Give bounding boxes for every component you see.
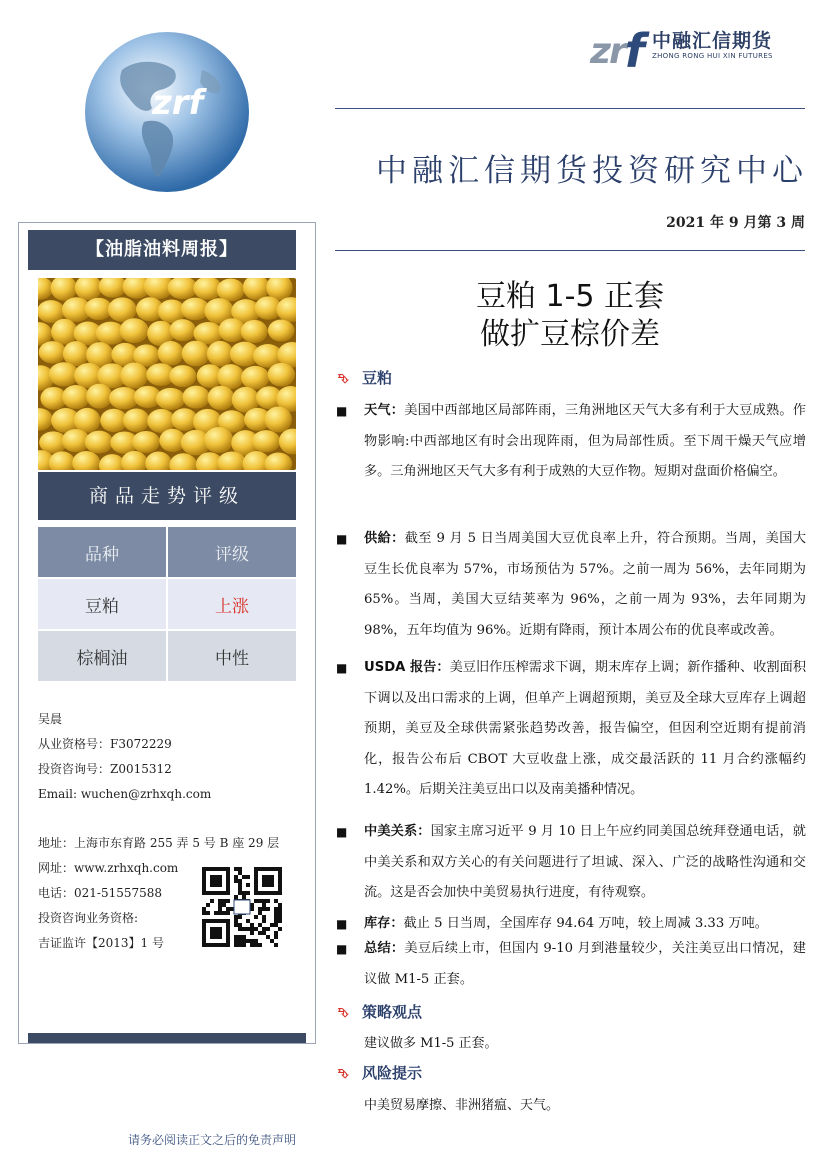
header-rating: 评级	[168, 527, 296, 577]
report-week: 2021 年 9 月第 3 周	[666, 215, 805, 231]
item-label: 中美关系：	[364, 824, 431, 839]
header-divider-top	[335, 108, 805, 109]
soybean-shape	[74, 408, 101, 433]
list-item	[336, 653, 806, 806]
item-label: 天气：	[364, 403, 405, 418]
item-text: 美豆后续上市，但国内 9-10 月到港量较少，关注美豆出口情况，建议做 M1-5 正套。	[364, 941, 806, 987]
trend-rating-title: 商品走势评级	[38, 472, 296, 520]
soybean-shape	[265, 406, 292, 432]
consult-number: 投资咨询号：Z0015312	[38, 762, 172, 776]
section-soymeal	[338, 367, 392, 388]
globe-mark: zrf	[152, 83, 204, 123]
risk-text: 中美贸易摩擦、非洲猪瘟、天气。	[364, 1098, 560, 1113]
item-label: 总结：	[364, 941, 405, 956]
item-text: 国家主席习近平 9 月 10 日上午应约同美国总统拜登通电话，就中美关系和双方关心的有关问题进行了坦诚、深入、广泛的战略性沟通和交流。这是否会加快中美贸易执行进度，有待观察。	[364, 824, 806, 901]
soybean-shape	[169, 365, 196, 387]
item-text: 截止 5 日当周，全国库存 94.64 万吨，较上周减 3.33 万吨。	[403, 916, 768, 931]
item-label: 库存：	[364, 916, 404, 931]
disclaimer-note: 请务必阅读正文之后的免责声明	[128, 1133, 297, 1147]
logo-english-name: ZHONG RONG HUI XIN FUTURES	[652, 52, 773, 60]
soybean-photo	[38, 278, 296, 470]
approval-number: 吉证监许【2013】1 号	[38, 936, 164, 950]
square-bullet-icon: ■	[336, 942, 348, 956]
soybean-shape	[156, 388, 185, 410]
list-item	[336, 817, 806, 909]
soybean-shape	[39, 341, 67, 363]
soybean-shape	[217, 278, 245, 301]
table-row	[38, 579, 296, 629]
soybean-shape	[108, 297, 137, 322]
soybean-shape	[182, 386, 209, 409]
item-text: 美国中西部地区局部阵雨，三角洲地区天气大多有利于大豆成熟。作物影响:中西部地区有时会出现阵雨，但为局部性质。至下周干燥天气应增多。三角洲地区天气大多有利于成熟的大豆作物。短期对盘面价格偏空。	[364, 403, 806, 480]
soybean-shape	[241, 320, 268, 343]
square-bullet-icon: ■	[336, 825, 348, 839]
company-address: 地址：上海市东育路 255 弄 5 号 B 座 29 层	[38, 836, 280, 850]
header-divider-bottom	[335, 250, 805, 251]
section-soymeal-label: 豆粕	[362, 369, 393, 387]
rating-table	[38, 527, 296, 683]
rating-cell: 中性	[168, 631, 296, 681]
soybean-shape	[63, 341, 89, 366]
logo-chinese-name: 中融汇信期货	[652, 30, 773, 52]
soybean-shape	[241, 366, 269, 390]
qualification-label: 投资咨询业务资格:	[38, 911, 139, 925]
section-arrow-icon: ⮷	[338, 1067, 349, 1082]
strategy-text: 建议做多 M1-5 正套。	[364, 1036, 498, 1051]
rating-cell: 上涨	[168, 579, 296, 629]
soybean-shape	[252, 430, 280, 452]
section-strategy	[338, 1001, 422, 1022]
report-title-line2: 做扩豆棕价差	[480, 317, 660, 352]
section-strategy-label: 策略观点	[362, 1003, 423, 1021]
table-row	[38, 631, 296, 681]
report-title	[335, 278, 805, 354]
sidebar-footer-bar	[28, 1033, 306, 1043]
soybean-shape	[207, 341, 233, 367]
variety-cell: 棕榈油	[38, 631, 166, 681]
square-bullet-icon: ■	[336, 917, 348, 931]
square-bullet-icon: ■	[336, 404, 348, 418]
section-risk	[338, 1062, 422, 1083]
soybean-shape	[207, 386, 234, 411]
analyst-email: Email: wuchen@zrhxqh.com	[38, 787, 212, 801]
soybean-shape	[62, 385, 90, 409]
report-title-line1: 豆粕 1-5 正套	[475, 279, 665, 314]
soybean-shape	[217, 364, 244, 389]
soybean-shape	[51, 319, 77, 345]
soybean-shape	[120, 362, 148, 388]
analyst-name: 吴晨	[38, 712, 63, 726]
variety-cell: 豆粕	[38, 579, 166, 629]
company-website[interactable]: 网址：www.zrhxqh.com	[38, 861, 179, 875]
section-risk-label: 风险提示	[362, 1064, 423, 1082]
soybean-shape	[86, 384, 112, 409]
company-phone: 电话：021-51557588	[38, 886, 163, 900]
item-text: 截至 9 月 5 日当周美国大豆优良率上升，符合预期。当周，美国大豆生长优良率为 57%，市场预估为 57%。之前一周为 56%，去年同期为 65%。当周，美国大豆结荚率为 96%，之前一周为 93%，去年同期为 98%，五年均值为 96%。近期有降雨，预计本周公布的优良率或改善。	[364, 531, 807, 638]
item-label: USDA 报告：	[364, 660, 450, 675]
soybean-shape	[132, 431, 160, 453]
list-item	[336, 396, 806, 488]
research-center-title: 中融汇信期货投资研究中心	[376, 153, 808, 189]
soybean-shape	[170, 319, 196, 341]
globe-logo-image	[82, 30, 252, 195]
section-arrow-icon: ⮷	[338, 1006, 349, 1021]
soybean-shape	[158, 341, 184, 365]
item-label: 供給：	[364, 531, 405, 546]
soybean-shape	[204, 427, 233, 453]
section-arrow-icon: ⮷	[338, 372, 349, 387]
soybean-shape	[85, 431, 113, 454]
square-bullet-icon: ■	[336, 532, 348, 546]
soybean-shape	[120, 318, 149, 343]
soybean-shape	[123, 408, 149, 432]
soybean-shape	[182, 341, 210, 367]
report-type-banner: 【油脂油料周报】	[28, 230, 296, 270]
square-bullet-icon: ■	[336, 661, 348, 675]
table-header-row	[38, 527, 296, 577]
license-number: 从业资格号：F3072229	[38, 737, 172, 751]
soybean-shape	[268, 363, 295, 387]
logo-mark: zrf	[590, 24, 643, 78]
company-logo	[590, 20, 790, 78]
list-item	[336, 524, 806, 646]
qr-code-image[interactable]	[196, 866, 288, 948]
item-text: 美豆旧作压榨需求下调，期末库存上调；新作播种、收割面积下调以及出口需求的上调，但单产上调超预期，美豆及全球大豆库存上调超预期，美豆及全球供需紧张趋势改善，报告偏空，但因利空近期有提前消化，报告公布后 CBOT 大豆收盘上涨，成交最活跃的 11 月合约涨幅约 1.42%。后期关注美豆出口以及南美播种情况。	[364, 660, 807, 798]
list-item	[336, 934, 806, 995]
soybean-shape	[268, 320, 295, 342]
header-variety: 品种	[38, 527, 166, 577]
